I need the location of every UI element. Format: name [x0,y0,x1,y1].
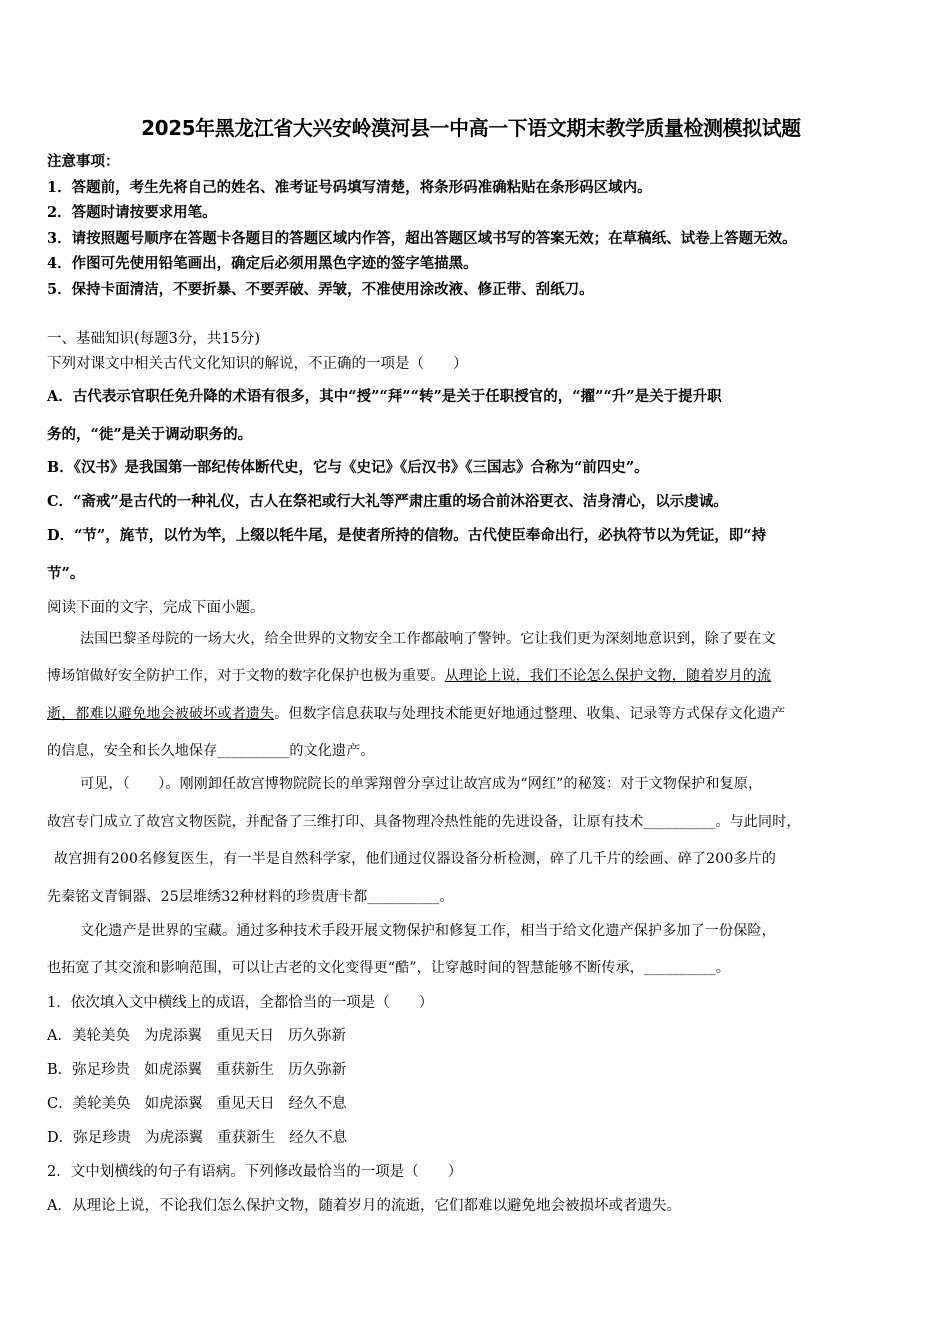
passage-line [47,703,785,723]
option-c: C．“斋戒”是古代的一种礼仪，古人在祭祀或行大礼等严肃庄重的场合前沐浴更衣、洁身清心，以示虔诚。 [47,493,728,510]
option-word: 弥足珍贵 [72,1062,131,1078]
option-word: 如虎添翼 [144,1062,203,1078]
passage-line: 文化遗产是世界的宝藏。通过多种技术手段开展文物保护和修复工作，相当于给文化遗产保护多加了一份保险， [80,923,776,939]
option-word: 重见天日 [216,1096,275,1112]
passage-line: 先秦铭文青铜器、25层堆绣32种材料的珍贵唐卡都__________。 [47,889,454,905]
option-word: 弥足珍贵 [73,1130,132,1146]
passage-line: 的信息，安全和长久地保存__________的文化遗产。 [47,743,375,759]
option-b: B．《汉书》是我国第一部纪传体断代史，它与《史记》《后汉书》《三国志》合称为“前四史”。 [47,459,649,476]
option-word: 历久弥新 [287,1028,346,1044]
option-word: 美轮美奂 [72,1096,131,1112]
option-word: 如虎添翼 [144,1096,203,1112]
notice-item: 4．作图可先使用铅笔画出，确定后必须用黑色字迹的签字笔描黑。 [47,255,478,272]
option-a-cont: 务的，“徙”是关于调动职务的。 [47,426,253,443]
notice-item: 1．答题前，考生先将自己的姓名、准考证号码填写清楚，将条形码准确粘贴在条形码区域内。 [47,179,652,196]
option-d: D．“节”，旄节，以竹为竿，上缀以牦牛尾，是使者所持的信物。古代使臣奉命出行，必执符节以为凭证，即“持 [47,527,767,544]
option-word: 重获新生 [216,1062,275,1078]
option-label: B． [47,1062,73,1078]
passage-line: 可见，（ ）。刚刚卸任故宫博物院院长的单霁翔曾分享过让故宫成为“网红”的秘笈：对于文物保护和复原， [80,776,763,792]
notice-item: 5．保持卡面清洁，不要折暴、不要弄破、弄皱，不准使用涂改液、修正带、刮纸刀。 [47,281,594,298]
passage-line: 法国巴黎圣母院的一场大火，给全世界的文物安全工作都敲响了警钟。它让我们更为深刻地意识到，除了要在文 [80,631,776,647]
q1-option-b [47,1058,346,1079]
passage-line: 故宫拥有200名修复医生，有一半是自然科学家，他们通过仪器设备分析检测，碎了几千片的绘画、碎了200多片的 [54,851,777,867]
q2-option-a: A．从理论上说，不论我们怎么保护文物，随着岁月的流逝，它们都难以避免地会被损坏或者遗失。 [47,1198,681,1214]
option-word: 为虎添翼 [145,1130,204,1146]
passage-text: 。但数字信息获取与处理技术能更好地通过整理、收集、记录等方式保存文化遗产 [274,706,786,722]
option-label: A． [47,1028,72,1044]
q1-option-d [47,1126,347,1147]
question-stem: 下列对课文中相关古代文化知识的解说，不正确的一项是（ ） [47,356,468,372]
option-label: C． [47,1096,73,1112]
passage-text: 博场馆做好安全防护工作，对于文物的数字化保护也极为重要。 [47,668,445,684]
passage-line: 故宫专门成立了故宫文物医院，并配备了三维打印、具备物理冷热性能的先进设备，让原有技术__________。与此同时， [47,814,801,830]
q1-option-c [47,1092,347,1113]
option-word: 为虎添翼 [143,1028,202,1044]
notice-item: 2．答题时请按要求用笔。 [47,204,217,221]
q1-option-a [47,1024,346,1045]
reading-intro: 阅读下面的文字，完成下面小题。 [47,600,265,616]
option-word: 重获新生 [217,1130,276,1146]
option-word: 经久不息 [289,1130,348,1146]
page-title: 2025年黑龙江省大兴安岭漠河县一中高一下语文期末教学质量检测模拟试题 [141,116,801,140]
option-d-cont: 节”。 [47,565,85,582]
option-a: A．古代表示官职任免升降的术语有很多，其中“授”“拜”“转”是关于任职授官的，“擢”“升”是关于提升职 [47,388,722,405]
option-word: 重见天日 [215,1028,274,1044]
option-word: 历久弥新 [288,1062,347,1078]
underlined-sentence: 逝，都难以避免地会被破坏或者遗失 [47,706,275,722]
question-1-stem: 1．依次填入文中横线上的成语，全都恰当的一项是（ ） [47,995,434,1011]
option-word: 美轮美奂 [71,1028,130,1044]
passage-line: 也拓宽了其交流和影响范围，可以让古老的文化变得更“酷”，让穿越时间的智慧能够不断传承，__________。 [47,960,731,976]
question-2-stem: 2．文中划横线的句子有语病。下列修改最恰当的一项是（ ） [47,1164,463,1180]
option-word: 经久不息 [288,1096,347,1112]
notice-heading: 注意事项： [47,153,120,170]
passage-line [47,665,771,685]
option-label: D． [47,1130,74,1146]
section-heading: 一、基础知识(每题3分，共15分) [47,331,260,347]
underlined-sentence: 从理论上说，我们不论怎么保护文物，随着岁月的流 [444,668,772,684]
notice-item: 3．请按照题号顺序在答题卡各题目的答题区域内作答，超出答题区域书写的答案无效；在草稿纸、试卷上答题无效。 [47,230,797,247]
